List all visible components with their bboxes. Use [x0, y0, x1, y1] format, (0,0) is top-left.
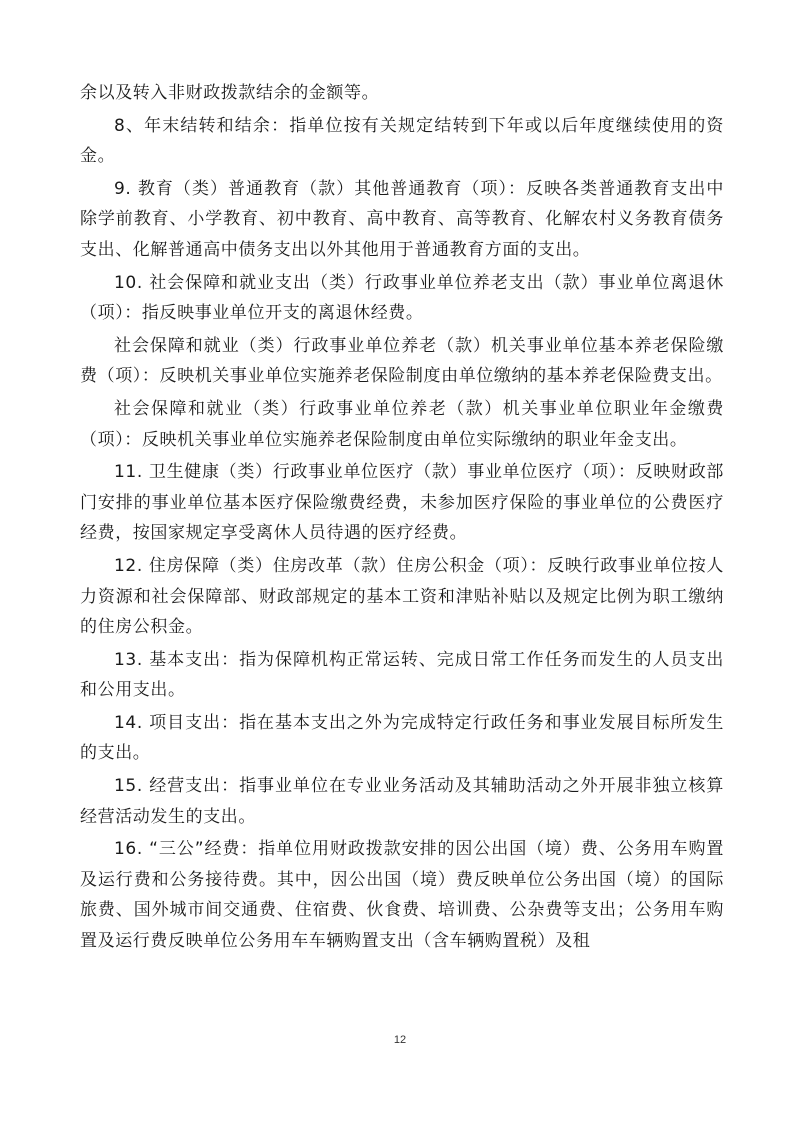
paragraph-item-8: 8、年末结转和结余：指单位按有关规定结转到下年或以后年度继续使用的资金。 — [80, 115, 724, 167]
paragraph-item-9: 9. 教育（类）普通教育（款）其他普通教育（项）：反映各类普通教育支出中除学前教育、小学教育、初中教育、高中教育、高等教育、化解农村义务教育债务支出、化解普通高中债务支出以外其他用于普通教育方面的支出。 — [80, 178, 724, 260]
paragraph-continuation: 余以及转入非财政拨款结余的金额等。 — [80, 83, 380, 103]
paragraph-item-15: 15. 经营支出：指事业单位在专业业务活动及其辅助活动之外开展非独立核算经营活动发生的支出。 — [80, 776, 724, 827]
paragraph-item-13: 13. 基本支出：指为保障机构正常运转、完成日常工作任务而发生的人员支出和公用支出。 — [80, 649, 724, 701]
paragraph-item-10: 10. 社会保障和就业支出（类）行政事业单位养老支出（款）事业单位离退休（项）：指反映事业单位开支的离退休经费。 — [80, 272, 724, 324]
paragraph-pension-insurance: 社会保障和就业（类）行政事业单位养老（款）机关事业单位基本养老保险缴费（项）：反映机关事业单位实施养老保险制度由单位缴纳的基本养老保险费支出。 — [80, 335, 724, 387]
paragraph-item-12: 12. 住房保障（类）住房改革（款）住房公积金（项）：反映行政事业单位按人力资源和社会保障部、财政部规定的基本工资和津贴补贴以及规定比例为职工缴纳的住房公积金。 — [80, 555, 724, 638]
paragraph-item-14: 14. 项目支出：指在基本支出之外为完成特定行政任务和事业发展目标所发生的支出。 — [80, 712, 724, 764]
page-number: 12 — [393, 1034, 407, 1046]
paragraph-occupational-annuity: 社会保障和就业（类）行政事业单位养老（款）机关事业单位职业年金缴费（项）：反映机关事业单位实施养老保险制度由单位实际缴纳的职业年金支出。 — [80, 398, 724, 450]
document-body — [80, 78, 724, 959]
paragraph-item-11: 11. 卫生健康（类）行政事业单位医疗（款）事业单位医疗（项）：反映财政部门安排的事业单位基本医疗保险缴费经费，未参加医疗保险的事业单位的公费医疗经费，按国家规定享受离休人员待遇的医疗经费。 — [80, 462, 724, 544]
paragraph-item-16: 16. “三公”经费：指单位用财政拨款安排的因公出国（境）费、公务用车购置及运行费和公务接待费。其中，因公出国（境）费反映单位公务出国（境）的国际旅费、国外城市间交通费、住宿费、伙食费、培训费、公杂费等支出；公务用车购置及运行费反映单位公务用车车辆购置支出（含车辆购置税）及租 — [80, 839, 724, 952]
